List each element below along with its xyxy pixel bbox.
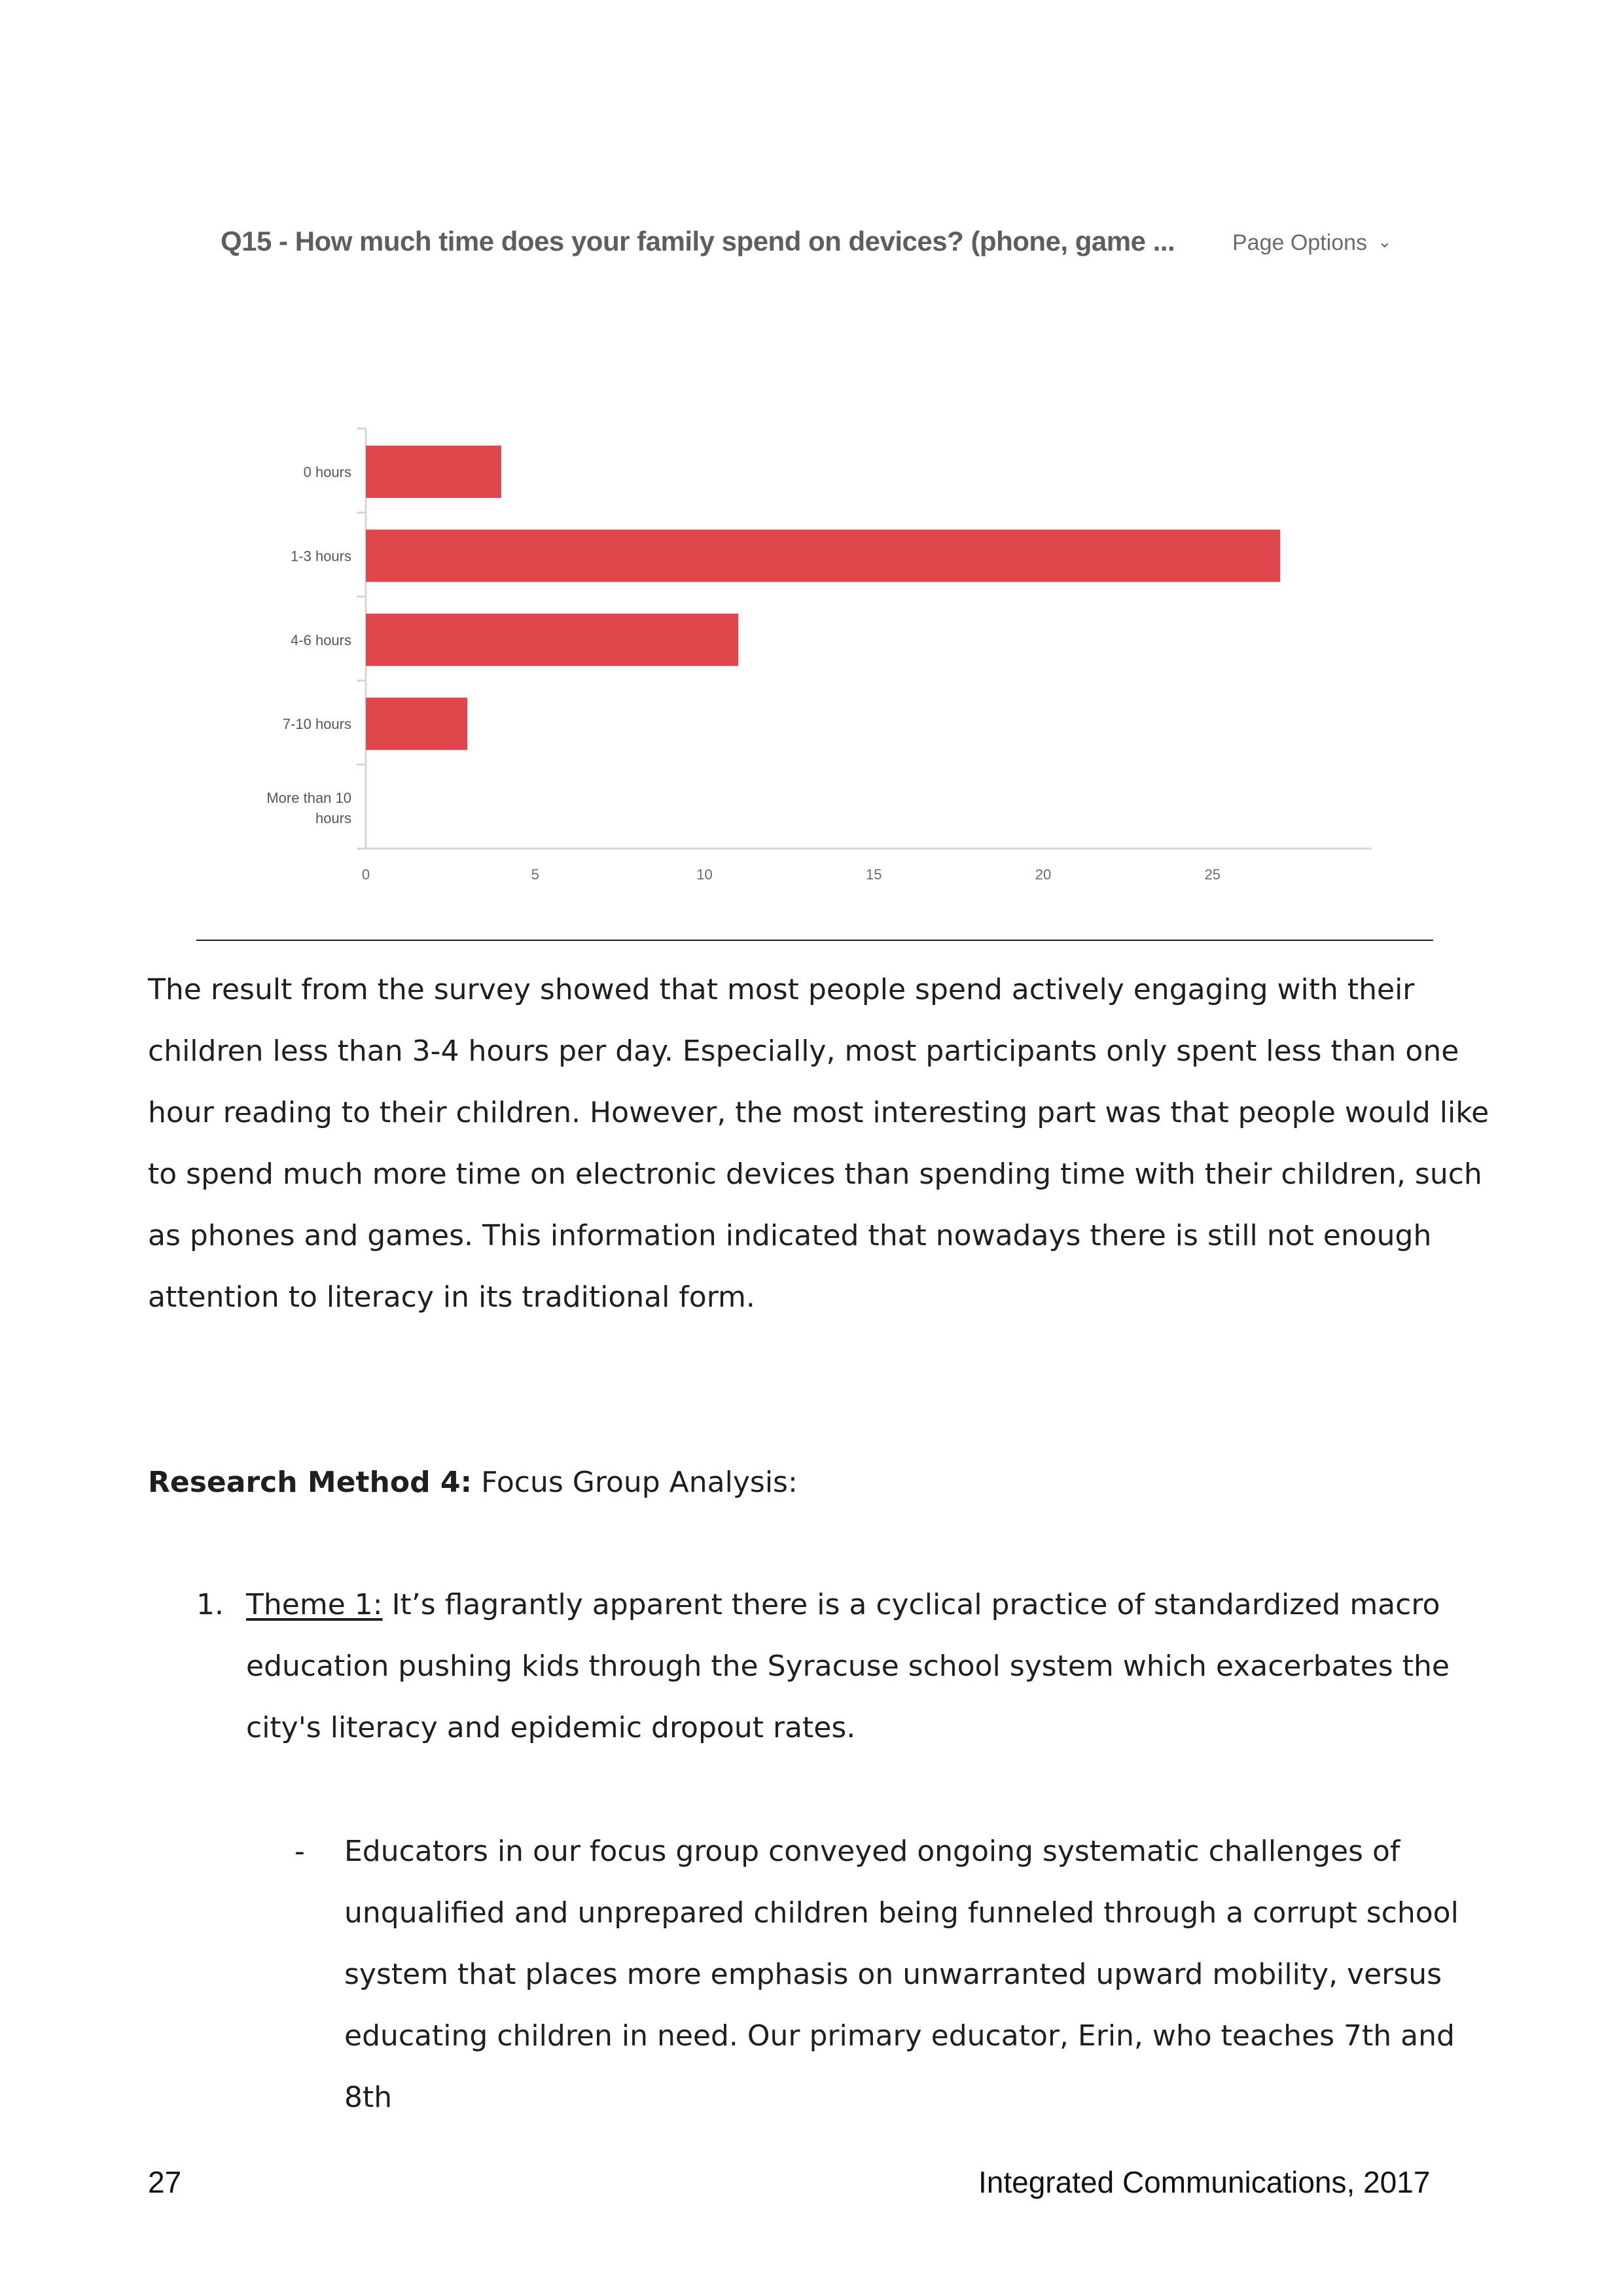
section-heading <box>148 1452 1496 1513</box>
x-tick-label: 15 <box>866 866 882 883</box>
list-number: 1. <box>196 1588 224 1621</box>
category-label: 4-6 hours <box>291 631 351 648</box>
category-label: 1-3 hours <box>291 548 351 565</box>
bar-1-3-hours <box>366 529 1280 582</box>
section-heading-text: Focus Group Analysis: <box>472 1466 798 1499</box>
theme-text: It’s flagrantly apparent there is a cyclical practice of standardized macro education pushing kids through the Syracuse school system which exacerbates the city's literacy and epidemic dropout rates. <box>246 1588 1450 1744</box>
bar-0-hours <box>366 446 501 498</box>
bullet-marker: - <box>294 1835 305 1868</box>
x-tick-label: 5 <box>531 866 539 883</box>
section-heading-bold: Research Method 4: <box>148 1466 473 1499</box>
page-number: 27 <box>148 2165 182 2199</box>
footer-credit: Integrated Communications, 2017 <box>978 2165 1431 2199</box>
category-label: 7-10 hours <box>282 716 351 733</box>
x-tick-label: 20 <box>1035 866 1052 883</box>
list-item-text <box>246 1574 1496 1759</box>
question-title: Q15 - How much time does your family spend on devices? (phone, game ... <box>221 226 1175 256</box>
x-tick-label: 0 <box>361 866 370 883</box>
bullet-text: Educators in our focus group conveyed ongoing systematic challenges of unqualified and unprepared children being funneled through a corrupt school system that places more emphasis on unwarranted upward mobility, versus educating children in need. Our primary educator, Erin, who teaches 7th and 8th <box>344 1835 1459 2114</box>
category-label: More than 10 <box>266 790 351 807</box>
chevron-down-icon: ⌄ <box>1378 232 1392 251</box>
horizontal-divider <box>196 940 1433 941</box>
x-tick-label: 25 <box>1204 866 1221 883</box>
page-options-label: Page Options <box>1232 230 1368 255</box>
bar-chart <box>0 0 1623 916</box>
theme-label: Theme 1: <box>246 1588 383 1621</box>
bar-4-6-hours <box>366 614 738 666</box>
bar-7-10-hours <box>366 698 467 750</box>
category-label: 0 hours <box>303 464 351 480</box>
survey-result-paragraph: The result from the survey showed that most people spend actively engaging with their children less than 3-4 hours per day. Especially, most participants only spent less than one hour reading to their children. However, the most interesting part was that people would like to spend much more time on electronic devices than spending time with their children, such as phones and games. This information indicated that nowadays there is still not enough attention to literacy in its traditional form. <box>148 973 1489 1314</box>
x-tick-label: 10 <box>696 866 713 883</box>
category-label: hours <box>315 810 351 827</box>
